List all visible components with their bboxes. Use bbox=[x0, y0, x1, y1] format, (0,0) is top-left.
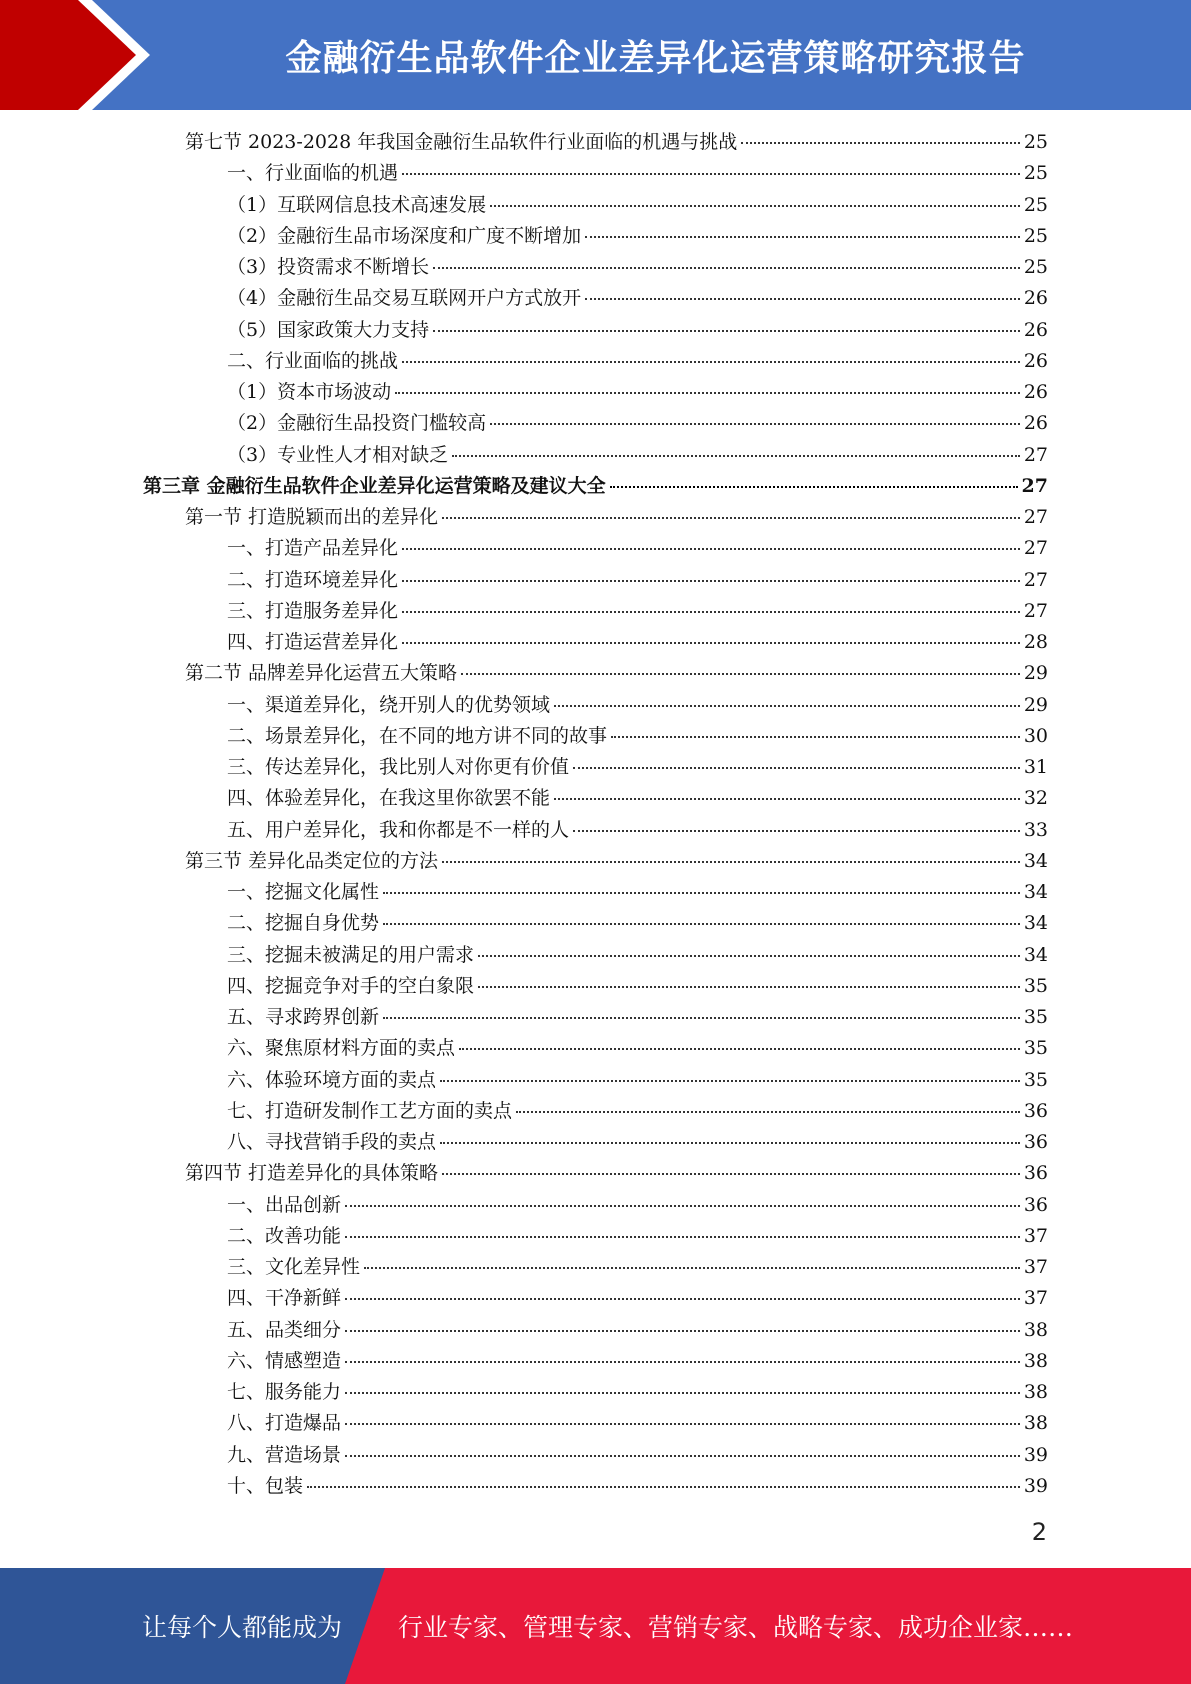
toc-entry[interactable] bbox=[0, 408, 1048, 439]
toc-dot-leader bbox=[345, 1423, 1020, 1425]
toc-entry[interactable] bbox=[0, 502, 1048, 533]
toc-entry[interactable] bbox=[0, 877, 1048, 908]
toc-entry-page: 35 bbox=[1023, 974, 1048, 997]
toc-entry-title: （1）资本市场波动 bbox=[227, 381, 392, 403]
toc-dot-leader bbox=[402, 580, 1020, 582]
toc-dot-leader bbox=[402, 361, 1020, 363]
toc-entry-page: 31 bbox=[1023, 756, 1048, 778]
toc-dot-leader bbox=[345, 1330, 1020, 1332]
toc-entry-page: 34 bbox=[1023, 881, 1048, 903]
toc-entry-page: 34 bbox=[1023, 943, 1048, 966]
toc-entry[interactable] bbox=[0, 1158, 1048, 1189]
toc-entry-page: 36 bbox=[1023, 1099, 1048, 1122]
toc-dot-leader bbox=[554, 798, 1020, 800]
toc-entry[interactable] bbox=[0, 533, 1048, 564]
toc-entry-page: 28 bbox=[1023, 631, 1048, 653]
toc-entry[interactable] bbox=[0, 752, 1048, 783]
toc-dot-leader bbox=[364, 1267, 1020, 1269]
toc-entry[interactable] bbox=[0, 127, 1048, 158]
footer-slogan-left: 让每个人都能成为 bbox=[142, 1613, 343, 1642]
toc-entry-title: 六、聚焦原材料方面的卖点 bbox=[227, 1037, 456, 1060]
toc-dot-leader bbox=[611, 736, 1020, 738]
toc-entry-page: 25 bbox=[1023, 224, 1048, 247]
toc-dot-leader bbox=[345, 1236, 1020, 1238]
toc-entry-title: 一、出品创新 bbox=[227, 1193, 342, 1216]
toc-entry-title: 七、服务能力 bbox=[227, 1381, 342, 1403]
toc-entry-title: 三、打造服务差异化 bbox=[227, 599, 399, 622]
toc-entry-page: 34 bbox=[1023, 849, 1048, 872]
toc-entry-page: 25 bbox=[1023, 162, 1048, 185]
toc-entry-page: 39 bbox=[1023, 1443, 1048, 1466]
toc-dot-leader bbox=[516, 1111, 1020, 1113]
toc-entry-title: 二、挖掘自身优势 bbox=[227, 912, 380, 935]
toc-entry-page: 27 bbox=[1021, 474, 1048, 497]
toc-entry-title: 八、打造爆品 bbox=[227, 1412, 342, 1435]
toc-dot-leader bbox=[442, 861, 1020, 863]
toc-entry-page: 25 bbox=[1023, 131, 1048, 153]
toc-dot-leader bbox=[452, 455, 1020, 457]
toc-entry[interactable] bbox=[0, 377, 1048, 408]
toc-dot-leader bbox=[402, 548, 1020, 550]
toc-entry-page: 38 bbox=[1023, 1349, 1048, 1372]
page-footer bbox=[0, 1568, 1191, 1684]
toc-entry-page: 32 bbox=[1023, 787, 1048, 810]
toc-entry-page: 35 bbox=[1023, 1068, 1048, 1091]
toc-entry-page: 37 bbox=[1023, 1256, 1048, 1278]
toc-entry-page: 38 bbox=[1023, 1318, 1048, 1341]
toc-entry-title: 二、场景差异化，在不同的地方讲不同的故事 bbox=[227, 724, 608, 747]
toc-entry[interactable] bbox=[0, 1315, 1048, 1346]
toc-dot-leader bbox=[402, 611, 1020, 613]
toc-entry-title: 一、行业面临的机遇 bbox=[227, 162, 399, 185]
toc-entry-page: 30 bbox=[1023, 724, 1048, 747]
toc-entry[interactable] bbox=[0, 627, 1048, 658]
toc-dot-leader bbox=[459, 1048, 1020, 1050]
toc-entry-title: 八、寻找营销手段的卖点 bbox=[227, 1131, 437, 1153]
toc-entry-page: 37 bbox=[1023, 1224, 1048, 1247]
toc-entry-title: 五、用户差异化，我和你都是不一样的人 bbox=[227, 818, 570, 841]
toc-dot-leader bbox=[573, 767, 1020, 769]
toc-entry-page: 27 bbox=[1023, 537, 1048, 560]
toc-dot-leader bbox=[345, 1205, 1020, 1207]
toc-entry-title: 第一节 打造脱颖而出的差异化 bbox=[185, 506, 439, 528]
toc-entry-page: 27 bbox=[1023, 599, 1048, 622]
toc-dot-leader bbox=[383, 923, 1020, 925]
toc-dot-leader bbox=[395, 392, 1020, 394]
toc-entry[interactable] bbox=[0, 1377, 1048, 1408]
toc-entry-page: 34 bbox=[1023, 912, 1048, 935]
toc-entry-page: 26 bbox=[1023, 318, 1048, 341]
toc-entry-title: 第七节 2023-2028 年我国金融衍生品软件行业面临的机遇与挑战 bbox=[185, 131, 738, 153]
toc-entry[interactable] bbox=[0, 596, 1048, 627]
toc-entry-page: 39 bbox=[1023, 1474, 1048, 1497]
toc-entry-title: 四、体验差异化，在我这里你欲罢不能 bbox=[227, 787, 551, 810]
toc-entry-page: 26 bbox=[1023, 287, 1048, 310]
toc-entry-page: 36 bbox=[1023, 1131, 1048, 1153]
toc-dot-leader bbox=[585, 236, 1020, 238]
toc-entry-page: 36 bbox=[1023, 1162, 1048, 1185]
toc-entry[interactable] bbox=[0, 1065, 1048, 1096]
toc-entry-title: （4）金融衍生品交易互联网开户方式放开 bbox=[227, 287, 582, 310]
toc-dot-leader bbox=[440, 1080, 1020, 1082]
toc-entry-page: 38 bbox=[1023, 1412, 1048, 1435]
toc-entry-page: 36 bbox=[1023, 1193, 1048, 1216]
toc-dot-leader bbox=[440, 1142, 1020, 1144]
toc-entry[interactable] bbox=[0, 846, 1048, 877]
toc-entry-title: （2）金融衍生品投资门槛较高 bbox=[227, 412, 487, 435]
toc-entry-page: 35 bbox=[1023, 1006, 1048, 1028]
toc-entry[interactable] bbox=[0, 1096, 1048, 1127]
toc-dot-leader bbox=[383, 892, 1020, 894]
toc-entry[interactable] bbox=[0, 158, 1048, 189]
toc-entry-page: 33 bbox=[1023, 818, 1048, 841]
toc-entry[interactable] bbox=[0, 252, 1048, 283]
toc-entry[interactable] bbox=[0, 190, 1048, 221]
toc-entry-title: 五、品类细分 bbox=[227, 1318, 342, 1341]
toc-dot-leader bbox=[478, 955, 1020, 957]
page-header bbox=[0, 0, 1191, 110]
toc-entry[interactable] bbox=[0, 565, 1048, 596]
toc-entry-page: 37 bbox=[1023, 1287, 1048, 1310]
toc-entry[interactable] bbox=[0, 1252, 1048, 1283]
toc-dot-leader bbox=[433, 330, 1020, 332]
toc-entry[interactable] bbox=[0, 1190, 1048, 1221]
toc-entry-page: 25 bbox=[1023, 193, 1048, 216]
toc-entry-title: 四、干净新鲜 bbox=[227, 1287, 342, 1310]
toc-entry-title: （3）专业性人才相对缺乏 bbox=[227, 443, 449, 466]
toc-dot-leader bbox=[433, 267, 1020, 269]
toc-entry-page: 27 bbox=[1023, 443, 1048, 466]
toc-entry-title: 一、挖掘文化属性 bbox=[227, 881, 380, 903]
toc-entry-page: 38 bbox=[1023, 1381, 1048, 1403]
toc-entry-title: （2）金融衍生品市场深度和广度不断增加 bbox=[227, 224, 582, 247]
toc-entry[interactable] bbox=[0, 1033, 1048, 1064]
toc-dot-leader bbox=[383, 1017, 1020, 1019]
toc-entry-title: 一、打造产品差异化 bbox=[227, 537, 399, 560]
toc-entry[interactable] bbox=[0, 471, 1048, 502]
toc-entry[interactable] bbox=[0, 658, 1048, 689]
toc-dot-leader bbox=[345, 1455, 1020, 1457]
toc-entry-title: 六、体验环境方面的卖点 bbox=[227, 1068, 437, 1091]
toc-entry-title: 四、打造运营差异化 bbox=[227, 631, 399, 653]
toc-entry-title: 第四节 打造差异化的具体策略 bbox=[185, 1162, 439, 1185]
toc-entry-title: 七、打造研发制作工艺方面的卖点 bbox=[227, 1099, 513, 1122]
toc-entry[interactable] bbox=[0, 783, 1048, 814]
toc-entry[interactable] bbox=[0, 1408, 1048, 1439]
toc-dot-leader bbox=[402, 642, 1020, 644]
toc-entry[interactable] bbox=[0, 1346, 1048, 1377]
toc-dot-leader bbox=[490, 205, 1020, 207]
footer-slogan-right: 行业专家、管理专家、营销专家、战略专家、成功企业家…… bbox=[398, 1613, 1074, 1642]
toc-entry[interactable] bbox=[0, 908, 1048, 939]
toc-entry-page: 26 bbox=[1023, 412, 1048, 435]
toc-entry-title: 五、寻求跨界创新 bbox=[227, 1006, 380, 1028]
toc-entry-title: 一、渠道差异化，绕开别人的优势领域 bbox=[227, 693, 551, 716]
toc-dot-leader bbox=[442, 1173, 1020, 1175]
toc-entry-title: （5）国家政策大力支持 bbox=[227, 318, 430, 341]
toc-entry-page: 29 bbox=[1023, 662, 1048, 685]
toc-entry[interactable] bbox=[0, 283, 1048, 314]
toc-entry-title: 九、营造场景 bbox=[227, 1443, 342, 1466]
toc-entry[interactable] bbox=[0, 1283, 1048, 1314]
toc-entry[interactable] bbox=[0, 690, 1048, 721]
toc-dot-leader bbox=[610, 486, 1018, 488]
toc-entry[interactable] bbox=[0, 1221, 1048, 1252]
toc-dot-leader bbox=[442, 517, 1020, 519]
toc-entry-page: 25 bbox=[1023, 256, 1048, 278]
toc-entry-title: 十、包装 bbox=[227, 1474, 304, 1497]
toc-entry-title: 三、挖掘未被满足的用户需求 bbox=[227, 943, 475, 966]
toc-entry[interactable] bbox=[0, 1471, 1048, 1502]
toc-entry-title: 三、文化差异性 bbox=[227, 1256, 361, 1278]
toc-dot-leader bbox=[490, 423, 1020, 425]
toc-entry[interactable] bbox=[0, 815, 1048, 846]
toc-entry[interactable] bbox=[0, 315, 1048, 346]
table-of-contents bbox=[0, 127, 1191, 1502]
toc-entry-page: 26 bbox=[1023, 381, 1048, 403]
toc-entry-title: 第三节 差异化品类定位的方法 bbox=[185, 849, 439, 872]
toc-entry-title: 四、挖掘竞争对手的空白象限 bbox=[227, 974, 475, 997]
toc-entry-title: 第三章 金融衍生品软件企业差异化运营策略及建议大全 bbox=[143, 474, 606, 497]
toc-entry[interactable] bbox=[0, 1002, 1048, 1033]
toc-entry-page: 26 bbox=[1023, 349, 1048, 372]
page-number: 2 bbox=[1031, 1518, 1047, 1546]
toc-entry-title: 六、情感塑造 bbox=[227, 1349, 342, 1372]
toc-dot-leader bbox=[573, 830, 1020, 832]
toc-entry-title: 三、传达差异化，我比别人对你更有价值 bbox=[227, 756, 570, 778]
toc-dot-leader bbox=[585, 298, 1020, 300]
toc-entry[interactable] bbox=[0, 1127, 1048, 1158]
toc-entry-title: 二、行业面临的挑战 bbox=[227, 349, 399, 372]
toc-entry-title: 第二节 品牌差异化运营五大策略 bbox=[185, 662, 458, 685]
toc-dot-leader bbox=[741, 142, 1020, 144]
toc-entry-title: 二、改善功能 bbox=[227, 1224, 342, 1247]
toc-entry[interactable] bbox=[0, 721, 1048, 752]
toc-entry[interactable] bbox=[0, 221, 1048, 252]
toc-entry-title: （1）互联网信息技术高速发展 bbox=[227, 193, 487, 216]
toc-entry-page: 29 bbox=[1023, 693, 1048, 716]
toc-entry[interactable] bbox=[0, 940, 1048, 971]
toc-dot-leader bbox=[478, 986, 1020, 988]
toc-dot-leader bbox=[461, 673, 1020, 675]
toc-entry[interactable] bbox=[0, 440, 1048, 471]
document-title: 金融衍生品软件企业差异化运营策略研究报告 bbox=[285, 37, 1026, 79]
toc-entry[interactable] bbox=[0, 346, 1048, 377]
toc-entry-title: 二、打造环境差异化 bbox=[227, 568, 399, 591]
toc-dot-leader bbox=[345, 1361, 1020, 1363]
toc-dot-leader bbox=[402, 173, 1020, 175]
toc-entry-page: 27 bbox=[1023, 568, 1048, 591]
toc-dot-leader bbox=[307, 1486, 1020, 1488]
toc-dot-leader bbox=[554, 705, 1020, 707]
toc-dot-leader bbox=[345, 1298, 1020, 1300]
toc-entry[interactable] bbox=[0, 971, 1048, 1002]
toc-entry-title: （3）投资需求不断增长 bbox=[227, 256, 430, 278]
toc-dot-leader bbox=[345, 1392, 1020, 1394]
toc-entry-page: 35 bbox=[1023, 1037, 1048, 1060]
toc-entry-page: 27 bbox=[1023, 506, 1048, 528]
toc-entry[interactable] bbox=[0, 1440, 1048, 1471]
